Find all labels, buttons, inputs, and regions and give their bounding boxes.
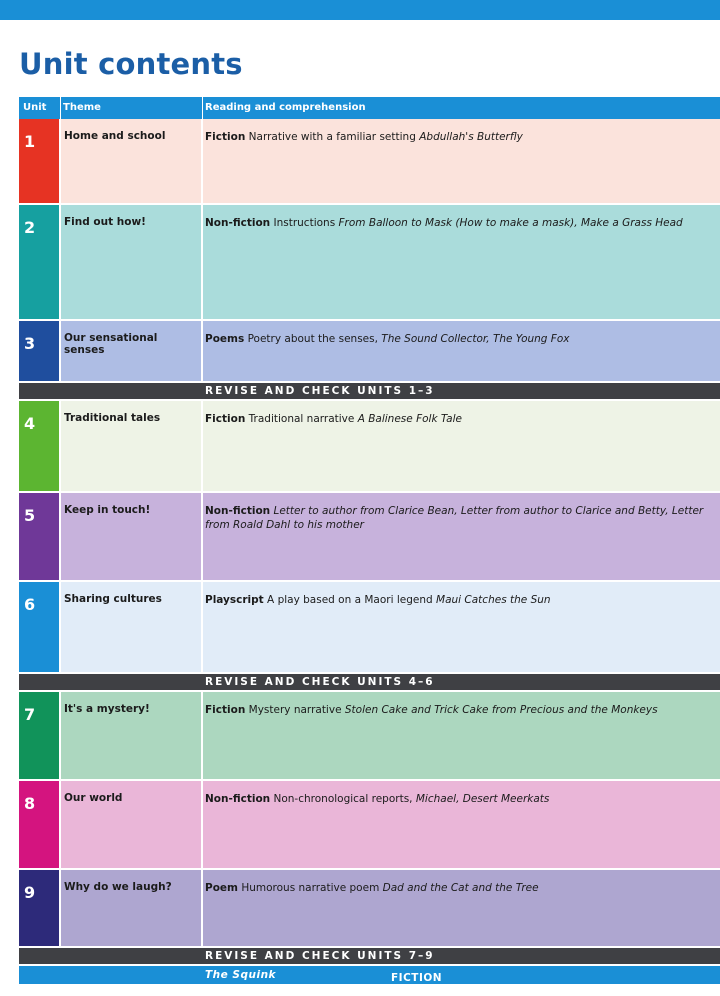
reading-titles: Maui Catches the Sun xyxy=(436,594,551,606)
unit-number: 9 xyxy=(24,883,36,902)
genre-label: Non-fiction xyxy=(205,793,271,805)
table-header-row xyxy=(19,97,720,119)
unit-number: 4 xyxy=(24,414,36,433)
reading-description: Narrative with a familiar setting xyxy=(248,131,416,143)
unit-number-cell xyxy=(19,401,59,491)
unit-number: 6 xyxy=(24,595,36,614)
reading-titles: A Balinese Folk Tale xyxy=(357,413,462,425)
theme-text: Traditional tales xyxy=(64,412,161,424)
reading-cell xyxy=(203,119,720,203)
reading-text xyxy=(205,881,708,895)
unit-number-cell xyxy=(19,582,59,672)
reading-cell xyxy=(203,582,720,672)
revise-and-check-bar xyxy=(19,383,720,401)
reading-text xyxy=(205,412,708,426)
unit-number-cell xyxy=(19,781,59,868)
reading-titles: Letter to author from Clarice Bean, Letter from author to Clarice and Betty, Letter from Roald Dahl to his mother xyxy=(205,505,704,531)
genre-label: Playscript xyxy=(205,594,264,606)
reading-text xyxy=(205,216,708,230)
reading-cell xyxy=(203,692,720,779)
revise-label: REVISE AND CHECK UNITS 1–3 xyxy=(205,385,435,397)
theme-cell xyxy=(61,692,201,779)
reading-text xyxy=(205,130,708,144)
revise-and-check-bar xyxy=(19,948,720,966)
unit-number-cell xyxy=(19,321,59,381)
reading-description: Mystery narrative xyxy=(248,704,342,716)
unit-number-cell xyxy=(19,692,59,779)
reading-description: Poetry about the senses, xyxy=(247,333,378,345)
theme-text: Home and school xyxy=(64,130,166,142)
unit-number: 5 xyxy=(24,506,36,525)
unit-number: 3 xyxy=(24,334,36,353)
theme-cell xyxy=(61,205,201,319)
reading-description: A play based on a Maori legend xyxy=(267,594,433,606)
reading-cell xyxy=(203,870,720,946)
theme-text: Keep in touch! xyxy=(64,504,151,516)
genre-label: Non-fiction xyxy=(205,217,271,229)
unit-number: 8 xyxy=(24,794,36,813)
unit-row xyxy=(19,781,720,870)
reading-text xyxy=(205,332,708,346)
genre-label: Fiction xyxy=(205,131,246,143)
reading-text xyxy=(205,504,708,532)
theme-cell xyxy=(61,781,201,868)
reading-description: Humorous narrative poem xyxy=(241,882,380,894)
theme-text: Find out how! xyxy=(64,216,146,228)
unit-number-cell xyxy=(19,119,59,203)
unit-contents-table xyxy=(19,97,720,996)
unit-number-cell xyxy=(19,870,59,946)
header-theme: Theme xyxy=(63,102,101,113)
theme-cell xyxy=(61,493,201,580)
revise-and-check-bar xyxy=(19,674,720,692)
unit-number: 1 xyxy=(24,132,36,151)
unit-number-cell xyxy=(19,493,59,580)
fiction-reading-title: The Squink xyxy=(205,969,277,981)
page-title: Unit contents xyxy=(19,47,243,81)
genre-label: Poem xyxy=(205,882,238,894)
fiction-reading-bar xyxy=(19,966,720,996)
reading-titles: Abdullah's Butterfly xyxy=(419,131,523,143)
unit-row xyxy=(19,119,720,205)
reading-description: Instructions xyxy=(273,217,336,229)
header-reading: Reading and comprehension xyxy=(205,102,366,113)
table-body xyxy=(19,119,720,996)
unit-row xyxy=(19,321,720,383)
reading-text xyxy=(205,593,708,607)
reading-titles: Dad and the Cat and the Tree xyxy=(382,882,539,894)
reading-titles: Stolen Cake and Trick Cake from Precious and the Monkeys xyxy=(344,704,658,716)
revise-label: REVISE AND CHECK UNITS 7–9 xyxy=(205,950,435,962)
reading-cell xyxy=(203,493,720,580)
reading-cell xyxy=(203,205,720,319)
reading-titles: The Sound Collector, The Young Fox xyxy=(381,333,570,345)
unit-row xyxy=(19,205,720,321)
unit-number-cell xyxy=(19,205,59,319)
header-divider xyxy=(60,97,61,119)
theme-cell xyxy=(61,582,201,672)
genre-label: Poems xyxy=(205,333,245,345)
theme-text: Our sensational senses xyxy=(64,332,158,356)
fiction-reading-label: FICTION READING xyxy=(391,972,448,996)
reading-cell xyxy=(203,401,720,491)
theme-cell xyxy=(61,870,201,946)
reading-description: Traditional narrative xyxy=(248,413,355,425)
unit-row xyxy=(19,493,720,582)
unit-number: 7 xyxy=(24,705,36,724)
theme-text: It's a mystery! xyxy=(64,703,150,715)
reading-text xyxy=(205,792,708,806)
genre-label: Non-fiction xyxy=(205,505,271,517)
reading-text xyxy=(205,703,708,717)
unit-row xyxy=(19,870,720,948)
unit-row xyxy=(19,582,720,674)
theme-text: Sharing cultures xyxy=(64,593,162,605)
unit-number: 2 xyxy=(24,218,36,237)
genre-label: Fiction xyxy=(205,413,246,425)
fiction-reading-text xyxy=(205,969,448,996)
reading-cell xyxy=(203,781,720,868)
theme-text: Why do we laugh? xyxy=(64,881,172,893)
theme-cell xyxy=(61,119,201,203)
revise-label: REVISE AND CHECK UNITS 4–6 xyxy=(205,676,435,688)
reading-description: Non-chronological reports, xyxy=(273,793,413,805)
theme-cell xyxy=(61,401,201,491)
theme-cell xyxy=(61,321,201,381)
genre-label: Fiction xyxy=(205,704,246,716)
reading-titles: From Balloon to Mask (How to make a mask), Make a Grass Head xyxy=(338,217,683,229)
top-color-bar xyxy=(0,0,720,20)
theme-text: Our world xyxy=(64,792,123,804)
header-unit: Unit xyxy=(23,102,47,113)
reading-cell xyxy=(203,321,720,381)
header-divider xyxy=(202,97,203,119)
reading-titles: Michael, Desert Meerkats xyxy=(415,793,550,805)
unit-row xyxy=(19,692,720,781)
unit-row xyxy=(19,401,720,493)
